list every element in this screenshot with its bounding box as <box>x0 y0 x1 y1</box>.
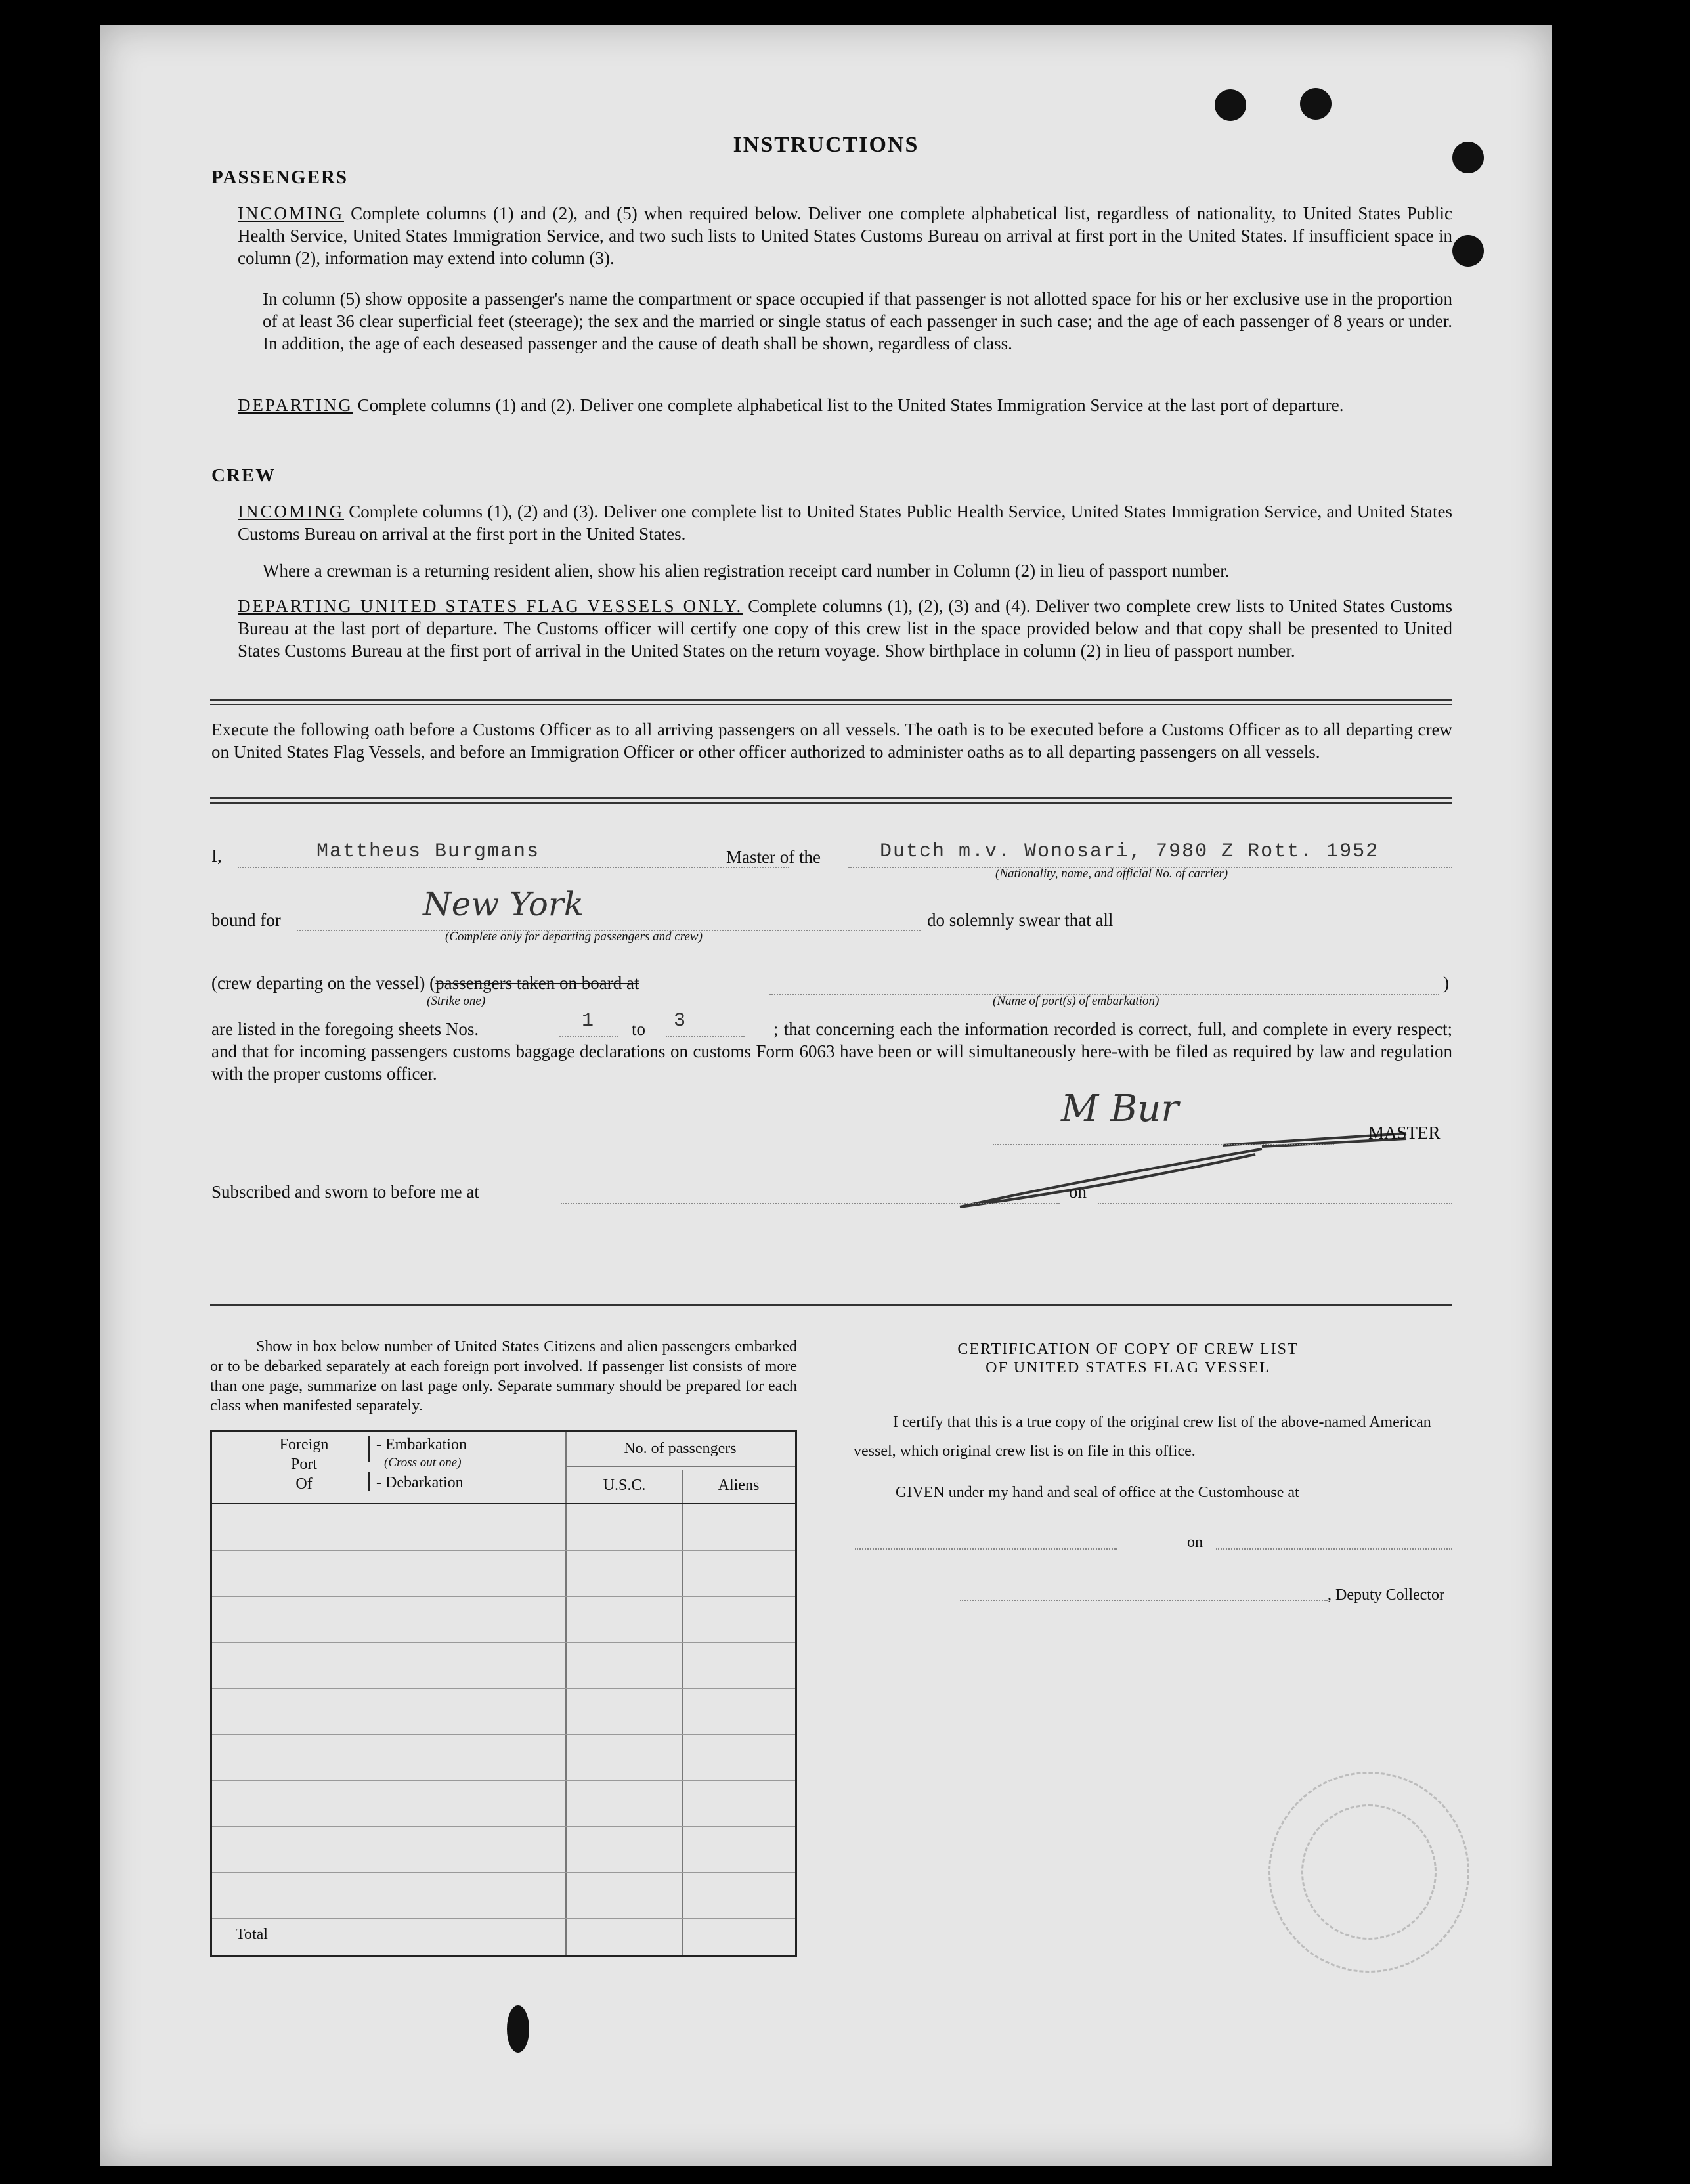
passengers-struck-text: passengers taken on board at <box>435 973 639 993</box>
deputy-collector-label: , Deputy Collector <box>1328 1586 1444 1604</box>
swear-label: do solemnly swear that all <box>927 910 1114 930</box>
passengers-departing-paragraph <box>238 394 1452 416</box>
section-crew-heading: CREW <box>211 465 276 486</box>
table-row-line <box>212 1826 795 1827</box>
signature-line <box>993 1144 1334 1145</box>
signature-flourish <box>947 1115 1419 1213</box>
to-label: to <box>632 1019 646 1039</box>
document-page <box>100 25 1552 2166</box>
ports-caption: (Name of port(s) of embarkation) <box>993 994 1159 1008</box>
summary-intro-text: Show in box below number of United States Citizens and alien passengers embarked or to be debarked separately at each foreign port involved. If passenger list consists of more than one page, summarize on last page only. Separate summary should be prepared for each class when manifested separately. <box>210 1338 797 1414</box>
table-row-line <box>212 1596 795 1597</box>
divider <box>210 802 1452 804</box>
page-title: INSTRUCTIONS <box>733 133 919 157</box>
punch-hole <box>1300 88 1332 120</box>
crew-incoming-label: INCOMING <box>238 502 344 521</box>
listed-label: are listed in the foregoing sheets Nos. <box>211 1019 479 1039</box>
table-row-line <box>212 1780 795 1781</box>
passengers-incoming-paragraph <box>238 202 1452 269</box>
table-row-line <box>212 1550 795 1551</box>
divider <box>210 797 1452 799</box>
master-label: MASTER <box>1368 1123 1441 1143</box>
table-row-line <box>212 1688 795 1689</box>
col-port-label: Port <box>290 1456 317 1473</box>
divider <box>210 1304 1452 1306</box>
table-row-line <box>212 1734 795 1735</box>
col-of-label: Of <box>295 1475 313 1493</box>
col-foreign-label: Foreign <box>279 1436 329 1453</box>
listed-rest-text: ; that concerning each the information recorded is correct, full, and complete in every respect; and that for incoming passengers customs baggage declarations on customs Form 6063 have been or will simultaneously here-with be filed as required by law and regulation with the proper customs officer. <box>211 1019 1452 1083</box>
certification-given-text: GIVEN under my hand and seal of office at the Customhouse at <box>896 1484 1299 1501</box>
debarkation-label: - Debarkation <box>376 1474 464 1491</box>
table-row-line <box>212 1872 795 1873</box>
sheet-from-value: 1 <box>582 1010 596 1032</box>
embossed-seal-inner-icon <box>1301 1804 1437 1940</box>
passengers-incoming-label: INCOMING <box>238 204 344 223</box>
deputy-signature-line <box>960 1600 1328 1601</box>
certification-text: I certify that this is a true copy of the original crew list of the above-named American vessel, which original crew list is on file in this office. <box>854 1414 1431 1460</box>
oath-i-label: I, <box>211 846 222 865</box>
table-row-line <box>212 1918 795 1919</box>
vessel-caption: (Nationality, name, and official No. of carrier) <box>995 867 1228 881</box>
master-name-line <box>238 867 789 868</box>
crew-departing-on-vessel <box>211 972 639 994</box>
usc-label: U.S.C. <box>603 1477 646 1494</box>
bound-for-value: New York <box>423 885 584 923</box>
divider <box>210 699 1452 701</box>
embarkation-label: - Embarkation <box>376 1436 467 1453</box>
column-divider <box>682 1470 683 1955</box>
certification-title-line2: OF UNITED STATES FLAG VESSEL <box>986 1359 1270 1376</box>
header-bottom-rule <box>212 1503 795 1504</box>
subscribed-date-line <box>1098 1203 1452 1204</box>
vessel-value: Dutch m.v. Wonosari, 7980 Z Rott. 1952 <box>880 841 1379 863</box>
summary-table <box>210 1430 797 1957</box>
certification-on-label: on <box>1187 1534 1203 1551</box>
customhouse-line <box>855 1548 1117 1550</box>
certification-date-line <box>1216 1548 1452 1550</box>
crew-departing-paragraph <box>238 595 1452 662</box>
passengers-column5-text: In column (5) show opposite a passenger's name the compartment or space occupied if that passenger is not allotted space for his or her exclusive use in the proportion of at least 36 clear superficial feet (steerage); the sex and the married or single status of each passenger in such case; and the age of each passenger of 8 years or under. In addition, the age of each deseased passenger and the cause of death shall be shown, regardless of class. <box>263 289 1452 353</box>
oath-intro-text: Execute the following oath before a Customs Officer as to all arriving passengers on all vessels. The oath is to be executed before a Customs Officer as to all departing crew on United States Flag Vessels, and before an Immigration Officer or other officer authorized to administer oaths as to all departing passengers on all vessels. <box>211 720 1452 762</box>
header-rule <box>565 1466 795 1467</box>
subscribed-on-label: on <box>1069 1182 1087 1202</box>
table-row-line <box>212 1642 795 1643</box>
subscribed-place-line <box>561 1203 1060 1204</box>
section-passengers-heading: PASSENGERS <box>211 167 349 188</box>
divider <box>210 704 1452 705</box>
master-name-value: Mattheus Burgmans <box>316 841 540 863</box>
total-label: Total <box>236 1926 268 1943</box>
punch-hole <box>1215 89 1246 121</box>
subscribed-label: Subscribed and sworn to before me at <box>211 1182 479 1202</box>
ink-blot <box>507 2005 529 2053</box>
master-signature: M Bur <box>1061 1087 1179 1130</box>
cross-out-caption: (Cross out one) <box>384 1456 462 1470</box>
punch-hole <box>1452 235 1484 267</box>
no-passengers-label: No. of passengers <box>624 1440 737 1457</box>
crew-departing-label: DEPARTING UNITED STATES FLAG VESSELS ONLY. <box>238 596 743 616</box>
column-divider <box>565 1432 567 1955</box>
master-of-label: Master of the <box>726 847 821 867</box>
bound-for-caption: (Complete only for departing passengers and crew) <box>445 930 703 944</box>
crew-departing-text: Complete columns (1), (2), (3) and (4). Deliver two complete crew lists to United States Customs Bureau at the last port of departure. The Customs officer will certify one copy of this crew list in the space provided below and that copy shall be presented to United States Customs Bureau at the first port of arrival in the United States on the return voyage. Show birthplace in column (2) in lieu of passport number. <box>238 596 1452 661</box>
crew-departing-on-vessel-label: (crew departing on the vessel) ( <box>211 973 436 993</box>
bracket <box>368 1472 370 1491</box>
bracket <box>368 1436 370 1462</box>
bound-for-label: bound for <box>211 910 281 930</box>
passengers-departing-text: Complete columns (1) and (2). Deliver one complete alphabetical list to the United States Immigration Service at the last port of departure. <box>357 395 1344 415</box>
aliens-label: Aliens <box>718 1477 760 1494</box>
strike-caption: (Strike one) <box>427 994 486 1008</box>
crew-resident-text: Where a crewman is a returning resident alien, show his alien registration receipt card number in Column (2) in lieu of passport number. <box>263 561 1230 580</box>
passengers-incoming-text: Complete columns (1) and (2), and (5) when required below. Deliver one complete alphabetical list, regardless of nationality, to United States Public Health Service, United States Immigration Service, and two such lists to United States Customs Bureau on arrival at first port in the United States. If insufficient space in column (2), information may extend into column (3). <box>238 204 1453 268</box>
crew-incoming-text: Complete columns (1), (2) and (3). Deliver one complete list to United States Public Health Service, United States Immigration Service, and United States Customs Bureau on arrival at the first port in the United States. <box>238 502 1453 544</box>
passengers-departing-label: DEPARTING <box>238 395 353 415</box>
crew-incoming-paragraph <box>238 500 1452 545</box>
sheet-to-value: 3 <box>674 1010 687 1032</box>
close-paren: ) <box>1443 973 1449 993</box>
certification-title-line1: CERTIFICATION OF COPY OF CREW LIST <box>957 1341 1299 1358</box>
